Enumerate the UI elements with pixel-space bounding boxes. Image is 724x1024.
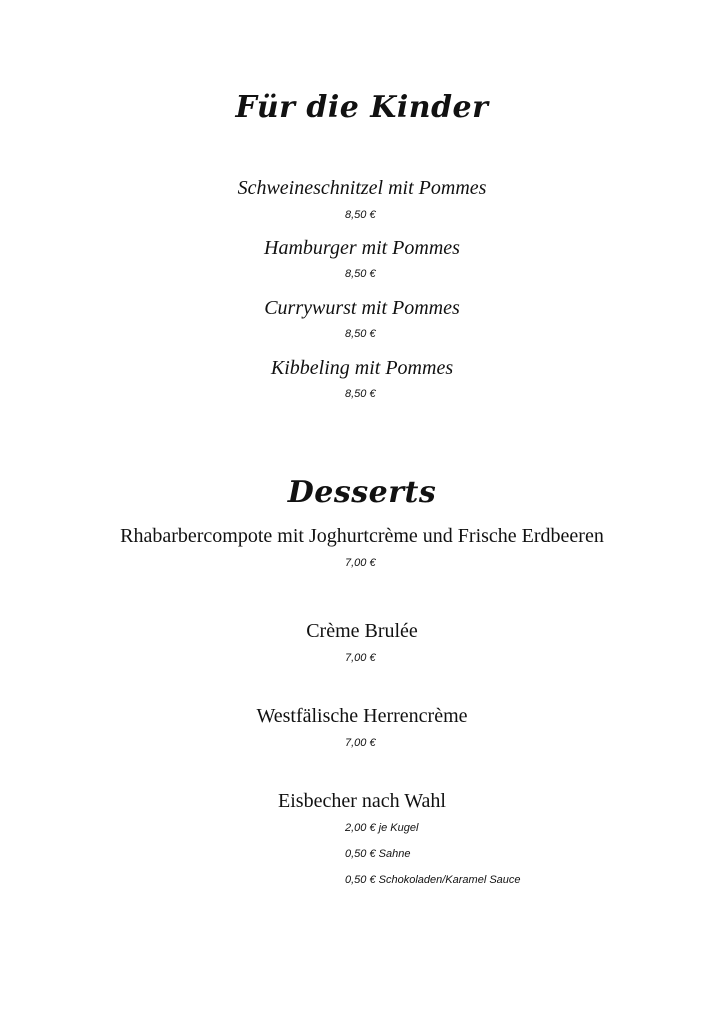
dessert-item-price: 7,00 € [345,737,376,749]
kids-item-name: Kibbeling mit Pommes [270,357,454,379]
kids-item-name: Schweineschnitzel mit Pommes [237,177,487,199]
kids-item-name: Hamburger mit Pommes [264,237,460,259]
desserts-heading: Desserts [287,475,437,510]
dessert-item-name: Rhabarbercompote mit Joghurtcrème und Frische Erdbeeren [120,525,604,547]
kids-item-price: 8,50 € [345,209,376,221]
kids-item-name: Currywurst mit Pommes [264,297,460,319]
dessert-item-price: 2,00 € je Kugel [345,822,419,834]
kids-item-price: 8,50 € [345,268,376,280]
dessert-item-price: 7,00 € [345,652,376,664]
kids-heading: Für die Kinder [235,90,489,125]
dessert-item-price: 0,50 € Sahne [345,848,411,860]
dessert-item-price: 0,50 € Schokoladen/Karamel Sauce [345,874,521,886]
dessert-item-name: Westfälische Herrencrème [256,705,468,727]
dessert-item-name: Crème Brulée [306,620,418,642]
dessert-item-price: 7,00 € [345,557,376,569]
kids-item-price: 8,50 € [345,388,376,400]
kids-item-price: 8,50 € [345,328,376,340]
dessert-item-name: Eisbecher nach Wahl [278,790,446,812]
